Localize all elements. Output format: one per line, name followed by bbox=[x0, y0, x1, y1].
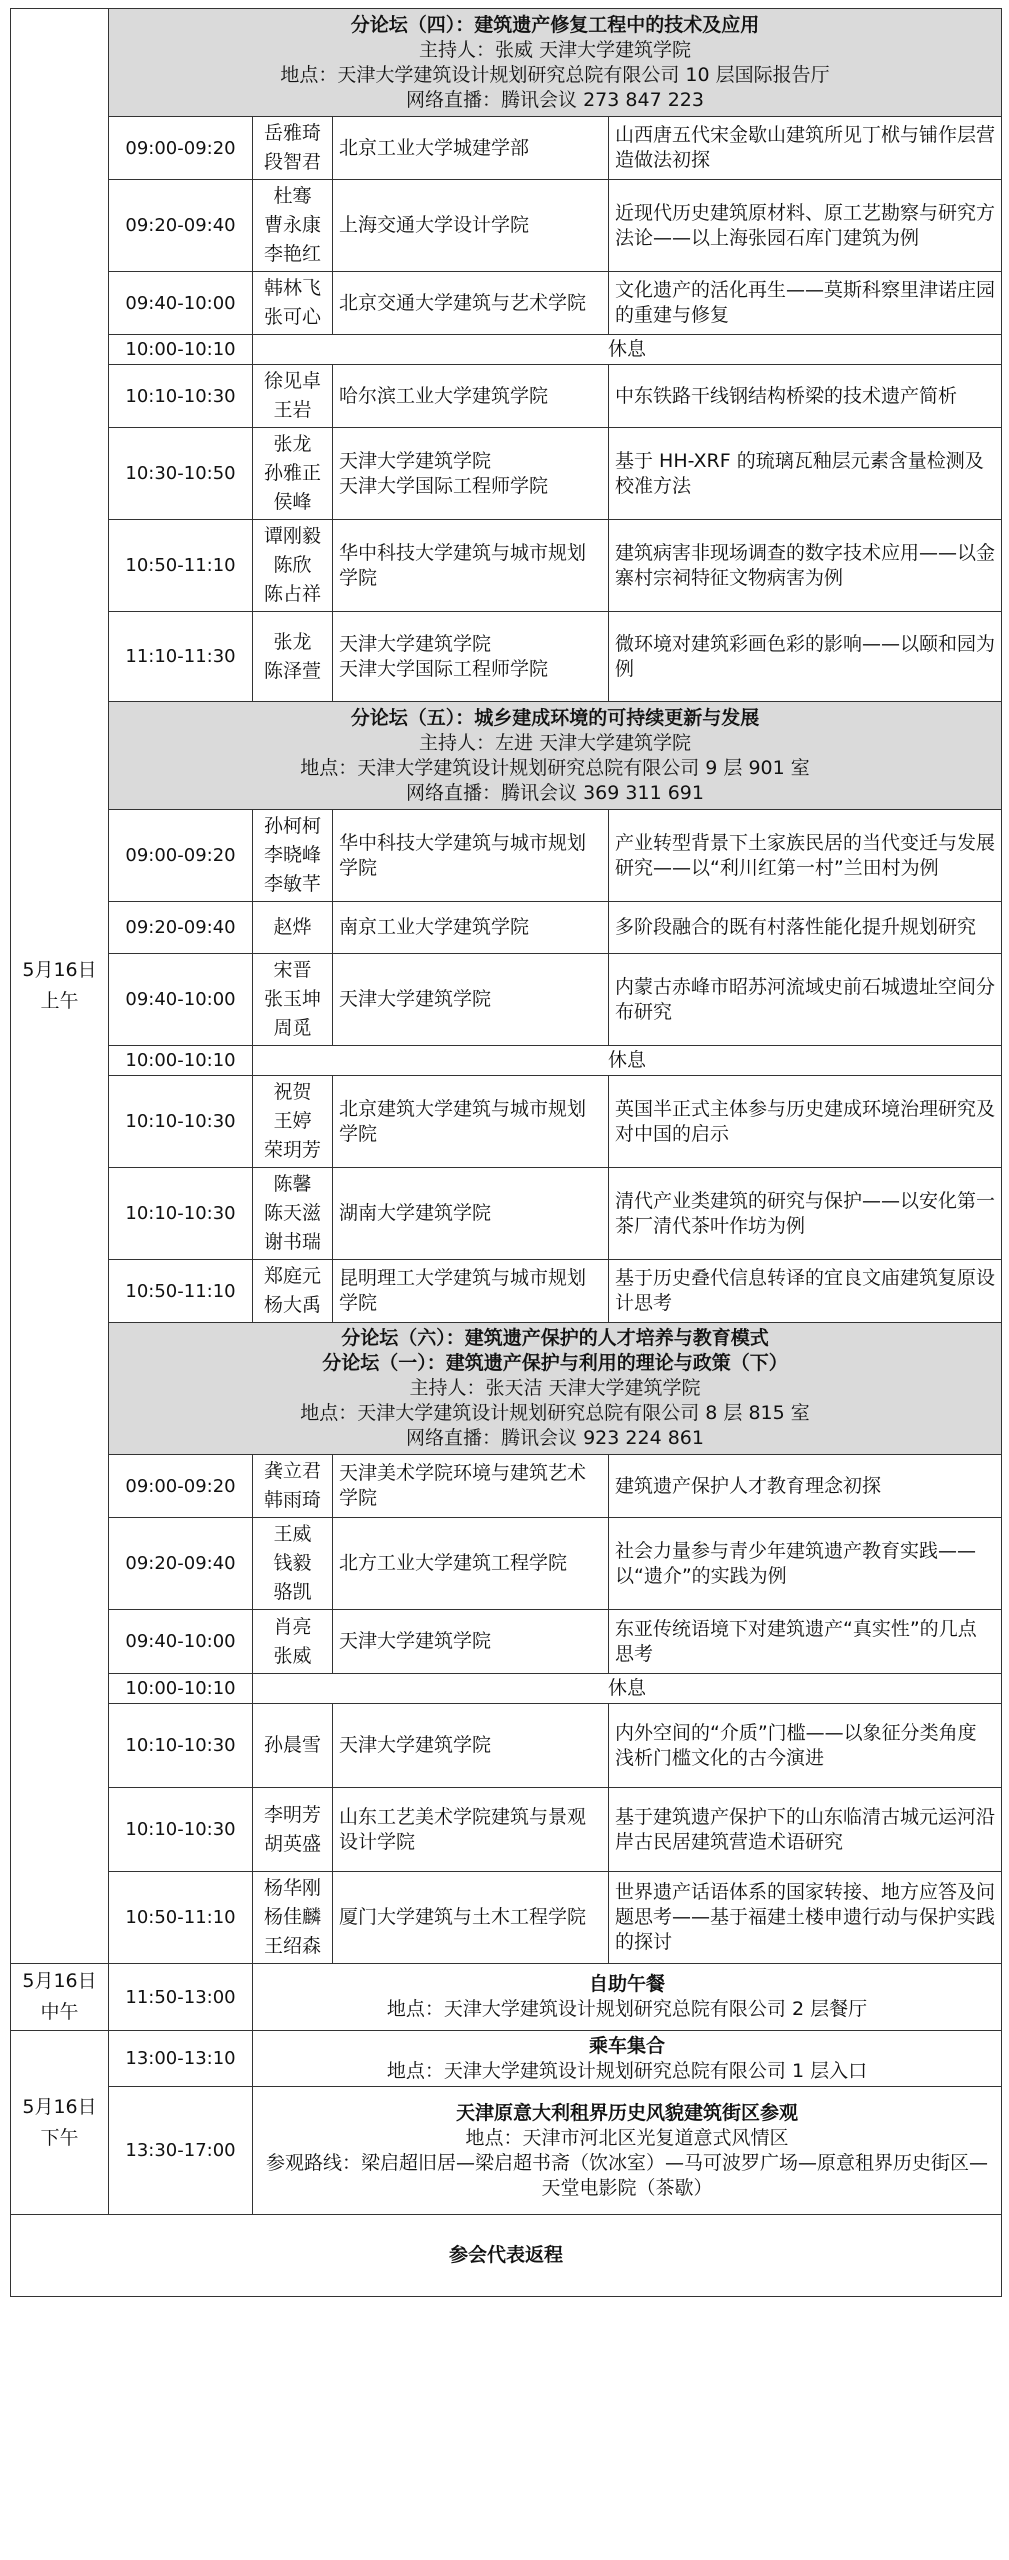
session-time: 09:40-10:00 bbox=[109, 272, 253, 335]
speaker-name: 陈占祥 bbox=[263, 583, 321, 605]
visit-cell bbox=[253, 2087, 1002, 2215]
session-topic: 世界遗产话语体系的国家转接、地方应答及问题思考——基于福建土楼申遗行动与保护实践的探讨 bbox=[609, 1872, 1002, 1964]
speaker-name: 李敏芊 bbox=[263, 873, 321, 895]
session-speakers bbox=[253, 954, 333, 1046]
session-topic: 建筑病害非现场调查的数字技术应用——以金寨村宗祠特征文物病害为例 bbox=[609, 520, 1002, 612]
session-institution: 天津大学建筑学院 天津大学国际工程师学院 bbox=[333, 428, 609, 520]
lunch-time: 11:50-13:00 bbox=[109, 1964, 253, 2031]
speaker-name: 侯峰 bbox=[273, 491, 312, 513]
forum-stream: 网络直播：腾讯会议 923 224 861 bbox=[406, 1427, 704, 1449]
speaker-name: 杨大禹 bbox=[263, 1294, 321, 1316]
session-row bbox=[11, 1518, 1002, 1610]
speaker-name: 郑庭元 bbox=[263, 1265, 321, 1287]
speaker-name: 陈泽萱 bbox=[263, 659, 321, 682]
session-row bbox=[11, 1046, 1002, 1076]
session-row bbox=[11, 810, 1002, 902]
speaker-name: 杨佳麟 bbox=[263, 1906, 321, 1928]
session-speakers bbox=[253, 1260, 333, 1323]
session-speakers bbox=[253, 520, 333, 612]
session-time: 10:10-10:30 bbox=[109, 1788, 253, 1872]
session-topic: 微环境对建筑彩画色彩的影响——以颐和园为例 bbox=[609, 612, 1002, 702]
speaker-name: 肖亮 bbox=[273, 1615, 312, 1638]
speaker-name: 张玉坤 bbox=[263, 988, 321, 1010]
session-row bbox=[11, 520, 1002, 612]
session-row bbox=[11, 1674, 1002, 1704]
session-row bbox=[11, 902, 1002, 954]
session-time: 10:00-10:10 bbox=[109, 335, 253, 365]
session-institution: 山东工艺美术学院建筑与景观设计学院 bbox=[333, 1788, 609, 1872]
visit-time: 13:30-17:00 bbox=[109, 2087, 253, 2215]
session-topic: 基于建筑遗产保护下的山东临清古城元运河沿岸古民居建筑营造术语研究 bbox=[609, 1788, 1002, 1872]
session-time: 09:00-09:20 bbox=[109, 810, 253, 902]
day-label-afternoon: 5月16日 下午 bbox=[11, 2031, 109, 2215]
session-speakers bbox=[253, 902, 333, 954]
session-time: 10:30-10:50 bbox=[109, 428, 253, 520]
session-row bbox=[11, 1788, 1002, 1872]
session-time: 10:50-11:10 bbox=[109, 520, 253, 612]
forum-subtitle: 分论坛（一）：建筑遗产保护与利用的理论与政策（下） bbox=[322, 1352, 788, 1374]
speaker-name: 荣玥芳 bbox=[263, 1139, 321, 1161]
session-topic: 基于 HH-XRF 的琉璃瓦釉层元素含量检测及校准方法 bbox=[609, 428, 1002, 520]
speaker-name: 王威 bbox=[273, 1523, 312, 1545]
speaker-name: 谭刚毅 bbox=[263, 525, 321, 547]
session-row bbox=[11, 272, 1002, 335]
session-time: 09:00-09:20 bbox=[109, 117, 253, 180]
session-time: 09:40-10:00 bbox=[109, 1610, 253, 1674]
session-institution: 华中科技大学建筑与城市规划学院 bbox=[333, 810, 609, 902]
session-time: 09:20-09:40 bbox=[109, 902, 253, 954]
forum-host: 主持人：张威 天津大学建筑学院 bbox=[418, 38, 692, 61]
session-speakers bbox=[253, 1872, 333, 1964]
forum-header bbox=[109, 1323, 1002, 1455]
session-speakers bbox=[253, 1610, 333, 1674]
bus-location: 地点：天津大学建筑设计规划研究总院有限公司 1 层入口 bbox=[386, 2059, 868, 2082]
forum-host: 主持人：张天洁 天津大学建筑学院 bbox=[409, 1377, 701, 1399]
session-institution: 厦门大学建筑与土木工程学院 bbox=[333, 1872, 609, 1964]
session-time: 10:10-10:30 bbox=[109, 365, 253, 428]
break-label: 休息 bbox=[253, 1674, 1002, 1704]
session-row bbox=[11, 1704, 1002, 1788]
session-time: 10:00-10:10 bbox=[109, 1674, 253, 1704]
speaker-name: 张威 bbox=[273, 1644, 312, 1667]
visit-title: 天津原意大利租界历史风貌建筑街区参观 bbox=[456, 2101, 799, 2124]
session-institution: 哈尔滨工业大学建筑学院 bbox=[333, 365, 609, 428]
session-speakers bbox=[253, 272, 333, 335]
session-institution: 华中科技大学建筑与城市规划学院 bbox=[333, 520, 609, 612]
session-speakers bbox=[253, 1704, 333, 1788]
break-label: 休息 bbox=[253, 335, 1002, 365]
session-topic: 基于历史叠代信息转译的宜良文庙建筑复原设计思考 bbox=[609, 1260, 1002, 1323]
speaker-name: 徐见卓 bbox=[263, 370, 321, 392]
schedule-table bbox=[10, 8, 1002, 2297]
day-label-morning: 5月16日 上午 bbox=[11, 9, 109, 1964]
session-topic: 山西唐五代宋金歇山建筑所见丁栿与铺作层营造做法初探 bbox=[609, 117, 1002, 180]
session-time: 10:50-11:10 bbox=[109, 1872, 253, 1964]
session-speakers bbox=[253, 810, 333, 902]
session-topic: 建筑遗产保护人才教育理念初探 bbox=[609, 1455, 1002, 1518]
session-topic: 文化遗产的活化再生——莫斯科察里津诺庄园的重建与修复 bbox=[609, 272, 1002, 335]
session-institution: 天津大学建筑学院 bbox=[333, 1704, 609, 1788]
speaker-name: 王岩 bbox=[273, 399, 312, 421]
session-row bbox=[11, 180, 1002, 272]
session-row bbox=[11, 1168, 1002, 1260]
forum-title: 分论坛（四）：建筑遗产修复工程中的技术及应用 bbox=[350, 13, 760, 36]
session-time: 10:10-10:30 bbox=[109, 1076, 253, 1168]
session-institution: 天津大学建筑学院 bbox=[333, 954, 609, 1046]
speaker-name: 祝贺 bbox=[273, 1081, 312, 1103]
session-row bbox=[11, 428, 1002, 520]
session-speakers bbox=[253, 612, 333, 702]
session-institution: 天津美术学院环境与建筑艺术学院 bbox=[333, 1455, 609, 1518]
speaker-name: 谢书瑞 bbox=[263, 1231, 321, 1253]
bus-time: 13:00-13:10 bbox=[109, 2031, 253, 2087]
speaker-name: 韩雨琦 bbox=[263, 1489, 321, 1511]
forum-host: 主持人：左进 天津大学建筑学院 bbox=[418, 731, 692, 754]
session-institution: 北京建筑大学建筑与城市规划学院 bbox=[333, 1076, 609, 1168]
speaker-name: 王绍森 bbox=[263, 1935, 321, 1957]
session-topic: 东亚传统语境下对建筑遗产“真实性”的几点思考 bbox=[609, 1610, 1002, 1674]
bus-title: 乘车集合 bbox=[589, 2034, 666, 2057]
speaker-name: 骆凯 bbox=[273, 1581, 312, 1603]
lunch-cell bbox=[253, 1964, 1002, 2031]
session-row bbox=[11, 1076, 1002, 1168]
return-row: 参会代表返程 bbox=[11, 2215, 1002, 2297]
speaker-name: 张可心 bbox=[263, 306, 321, 328]
session-topic: 内蒙古赤峰市昭苏河流域史前石城遗址空间分布研究 bbox=[609, 954, 1002, 1046]
session-speakers bbox=[253, 117, 333, 180]
forum-header bbox=[109, 9, 1002, 117]
speaker-name: 胡英盛 bbox=[263, 1832, 321, 1855]
session-speakers bbox=[253, 1455, 333, 1518]
session-row bbox=[11, 365, 1002, 428]
speaker-name: 段智君 bbox=[263, 151, 321, 173]
session-institution: 北京工业大学城建学部 bbox=[333, 117, 609, 180]
forum-location: 地点：天津大学建筑设计规划研究总院有限公司 8 层 815 室 bbox=[300, 1402, 810, 1424]
lunch-title: 自助午餐 bbox=[589, 1973, 666, 1995]
speaker-name: 周觅 bbox=[273, 1017, 312, 1039]
session-row bbox=[11, 1610, 1002, 1674]
session-speakers bbox=[253, 428, 333, 520]
session-row bbox=[11, 1872, 1002, 1964]
session-topic: 中东铁路干线钢结构桥梁的技术遗产简析 bbox=[609, 365, 1002, 428]
session-topic: 英国半正式主体参与历史建成环境治理研究及对中国的启示 bbox=[609, 1076, 1002, 1168]
session-row bbox=[11, 117, 1002, 180]
session-row bbox=[11, 335, 1002, 365]
session-time: 11:10-11:30 bbox=[109, 612, 253, 702]
session-row bbox=[11, 954, 1002, 1046]
session-speakers bbox=[253, 365, 333, 428]
speaker-name: 陈欣 bbox=[273, 554, 312, 576]
session-topic: 内外空间的“介质”门槛——以象征分类角度浅析门槛文化的古今演进 bbox=[609, 1704, 1002, 1788]
speaker-name: 孙晨雪 bbox=[263, 1734, 321, 1756]
break-label: 休息 bbox=[253, 1046, 1002, 1076]
speaker-name: 陈天滋 bbox=[263, 1202, 321, 1224]
speaker-name: 张龙 bbox=[273, 630, 312, 653]
speaker-name: 孙雅正 bbox=[263, 462, 321, 484]
session-topic: 多阶段融合的既有村落性能化提升规划研究 bbox=[609, 902, 1002, 954]
forum-title: 分论坛（六）：建筑遗产保护的人才培养与教育模式 bbox=[341, 1327, 769, 1349]
session-row bbox=[11, 612, 1002, 702]
visit-route: 参观路线：梁启超旧居—梁启超书斋（饮冰室）—马可波罗广场—原意租界历史街区—天堂电影院（茶歇） bbox=[266, 2151, 989, 2199]
forum-title: 分论坛（五）：城乡建成环境的可持续更新与发展 bbox=[350, 706, 760, 729]
speaker-name: 陈馨 bbox=[273, 1173, 312, 1195]
speaker-name: 张龙 bbox=[273, 433, 312, 455]
session-topic: 社会力量参与青少年建筑遗产教育实践——以“遗介”的实践为例 bbox=[609, 1518, 1002, 1610]
session-institution: 北京交通大学建筑与艺术学院 bbox=[333, 272, 609, 335]
session-time: 09:20-09:40 bbox=[109, 1518, 253, 1610]
forum-header bbox=[109, 702, 1002, 810]
speaker-name: 孙柯柯 bbox=[263, 815, 321, 837]
session-topic: 产业转型背景下土家族民居的当代变迁与发展研究——以“利川红第一村”兰田村为例 bbox=[609, 810, 1002, 902]
speaker-name: 岳雅琦 bbox=[263, 122, 321, 144]
session-topic: 近现代历史建筑原材料、原工艺勘察与研究方法论——以上海张园石库门建筑为例 bbox=[609, 180, 1002, 272]
session-time: 10:00-10:10 bbox=[109, 1046, 253, 1076]
speaker-name: 赵烨 bbox=[273, 916, 312, 938]
session-institution: 上海交通大学设计学院 bbox=[333, 180, 609, 272]
session-institution: 天津大学建筑学院 天津大学国际工程师学院 bbox=[333, 612, 609, 702]
bus-cell bbox=[253, 2031, 1002, 2087]
session-speakers bbox=[253, 1076, 333, 1168]
session-topic: 清代产业类建筑的研究与保护——以安化第一茶厂清代茶叶作坊为例 bbox=[609, 1168, 1002, 1260]
session-time: 10:10-10:30 bbox=[109, 1168, 253, 1260]
session-speakers bbox=[253, 1168, 333, 1260]
session-institution: 昆明理工大学建筑与城市规划学院 bbox=[333, 1260, 609, 1323]
session-row bbox=[11, 1260, 1002, 1323]
visit-location: 地点：天津市河北区光复道意式风情区 bbox=[465, 2126, 789, 2149]
speaker-name: 杨华刚 bbox=[263, 1877, 321, 1899]
day-label-noon: 5月16日 中午 bbox=[11, 1964, 109, 2031]
session-row bbox=[11, 1455, 1002, 1518]
speaker-name: 钱毅 bbox=[273, 1552, 312, 1574]
session-speakers bbox=[253, 1788, 333, 1872]
speaker-name: 李艳红 bbox=[263, 243, 321, 265]
session-speakers bbox=[253, 1518, 333, 1610]
session-institution: 南京工业大学建筑学院 bbox=[333, 902, 609, 954]
speaker-name: 龚立君 bbox=[263, 1460, 321, 1482]
speaker-name: 王婷 bbox=[273, 1110, 312, 1132]
lunch-location: 地点：天津大学建筑设计规划研究总院有限公司 2 层餐厅 bbox=[386, 1998, 868, 2020]
forum-location: 地点：天津大学建筑设计规划研究总院有限公司 10 层国际报告厅 bbox=[280, 63, 830, 86]
session-time: 09:20-09:40 bbox=[109, 180, 253, 272]
forum-location: 地点：天津大学建筑设计规划研究总院有限公司 9 层 901 室 bbox=[300, 756, 810, 779]
session-speakers bbox=[253, 180, 333, 272]
session-institution: 北方工业大学建筑工程学院 bbox=[333, 1518, 609, 1610]
session-time: 09:00-09:20 bbox=[109, 1455, 253, 1518]
session-time: 10:10-10:30 bbox=[109, 1704, 253, 1788]
forum-stream: 网络直播：腾讯会议 273 847 223 bbox=[406, 88, 704, 111]
speaker-name: 韩林飞 bbox=[263, 277, 321, 299]
session-time: 10:50-11:10 bbox=[109, 1260, 253, 1323]
speaker-name: 宋晋 bbox=[273, 959, 312, 981]
speaker-name: 李明芳 bbox=[263, 1803, 321, 1826]
speaker-name: 李晓峰 bbox=[263, 844, 321, 866]
session-institution: 湖南大学建筑学院 bbox=[333, 1168, 609, 1260]
forum-stream: 网络直播：腾讯会议 369 311 691 bbox=[406, 781, 704, 804]
speaker-name: 曹永康 bbox=[263, 214, 321, 236]
speaker-name: 杜骞 bbox=[273, 185, 312, 207]
session-institution: 天津大学建筑学院 bbox=[333, 1610, 609, 1674]
session-time: 09:40-10:00 bbox=[109, 954, 253, 1046]
